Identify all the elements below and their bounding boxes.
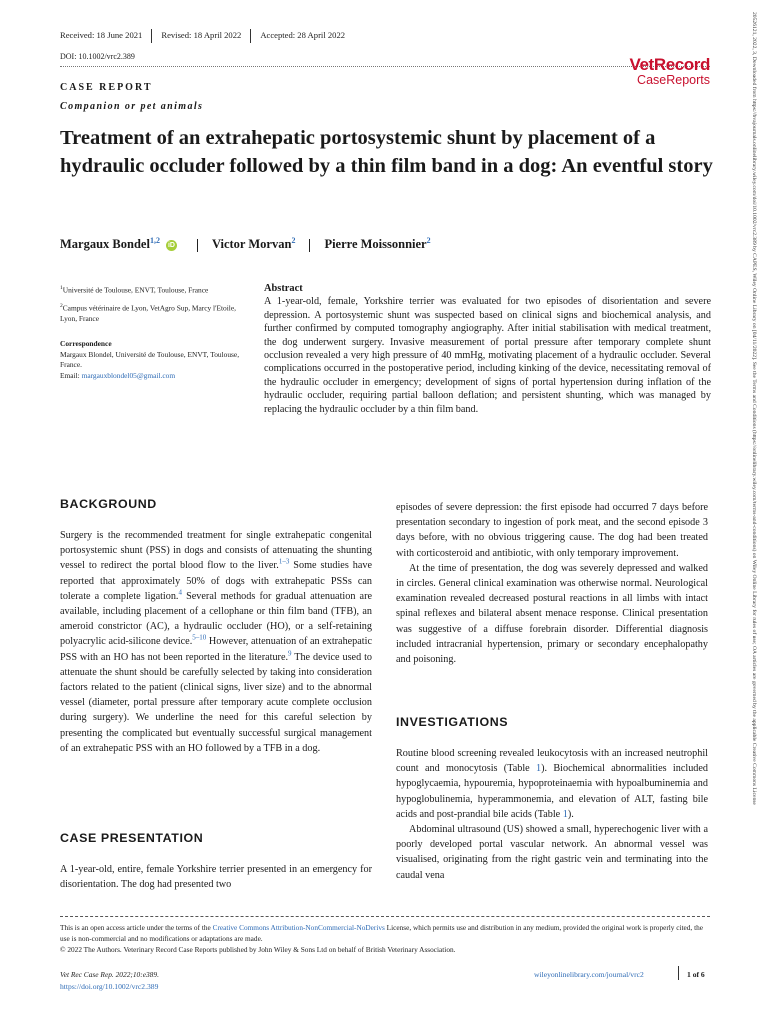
accepted-date: Accepted: 28 April 2022 bbox=[260, 29, 346, 40]
journal-url-link[interactable]: wileyonlinelibrary.com/journal/vrc2 bbox=[534, 970, 644, 979]
body-text: However, attenuation of an extrahepatic PSS with an HO has not been reported in the literature. bbox=[60, 636, 372, 663]
body-text: Several methods for gradual attenuation are available, including placement of a cellophane or thin film band (TFB), an ameroid constrictor (AC), a hydraulic occluder (HO), or a self-retaining polyacrylic acid-silicone device. bbox=[60, 590, 372, 648]
investigations-paragraph bbox=[396, 746, 708, 822]
affil-text: Campus vétérinaire de Lyon, VetAgro Sup, Marcy l'Etoile, Lyon, France bbox=[60, 303, 236, 323]
case-presentation-continued bbox=[396, 500, 708, 667]
affil-text: Université de Toulouse, ENVT, Toulouse, France bbox=[62, 285, 209, 295]
investigations-paragraph: Abdominal ultrasound (US) showed a small, hyperechogenic liver with a poorly developed portal vascular network. An abnormal vessel was visualised, originating from the right gastric vein and terminating into the caudal vena bbox=[396, 824, 708, 881]
background-column bbox=[60, 528, 372, 756]
correspondence-text: Margaux Blondel, Université de Toulouse, ENVT, Toulouse, France. bbox=[60, 349, 240, 369]
footer-separator bbox=[678, 966, 679, 980]
author-divider bbox=[197, 239, 198, 252]
affiliation-1 bbox=[60, 283, 248, 296]
body-text: The device used to attenuate the shunt should be carefully selected by taking into consideration factors related to the patient (clinical signs, liver size) and to the abnormal vessel (diameter, portal pressure after temporary acute complete occlusion during surgery). We underline the need for this careful selection by presenting the complicated but eventually successful surgical management of an extrahepatic PSS with an HO followed by a TFB in a dog. bbox=[60, 651, 372, 754]
header-divider bbox=[60, 66, 710, 67]
date-divider bbox=[151, 29, 152, 43]
abstract-box bbox=[264, 282, 711, 416]
section-heading-background: BACKGROUND bbox=[60, 497, 157, 511]
background-paragraph bbox=[60, 528, 372, 756]
abstract-text: A 1-year-old, female, Yorkshire terrier was evaluated for two episodes of disorientation and severe depression. A portosystemic shunt was suspected based on clinical signs and biochemical analysis, and further confirmed by computed tomography angiography. After initial stabilisation with medical treatment, the dog underwent surgery. Invasive measurement of portal pressure after temporary complete shunt occlusion revealed a very high pressure of 40 mmHg, motivating placement of a hydraulic occluder. Several complications occurred in the postoperative period, including kinking of the device, necessitating removal of the hydraulic occluder in emergency; development of signs of portal hypertension during inflation of the hydraulic occluder, requiring partial balloon deflation; and persistent shunting, which was managed by replacing the hydraulic occluder by a thin film band. bbox=[264, 296, 711, 415]
affil-sup: 1 bbox=[60, 285, 63, 291]
correspondence-email-line bbox=[60, 371, 248, 382]
author-affil-sup[interactable]: 2 bbox=[291, 236, 296, 245]
revised-date: Revised: 18 April 2022 bbox=[161, 29, 242, 40]
logo-vetrecord: VetRecord bbox=[629, 55, 710, 74]
journal-logo[interactable] bbox=[630, 56, 711, 87]
case-paragraph: A 1-year-old, entire, female Yorkshire terrier presented in an emergency for disorientation. The dog had presented two bbox=[60, 864, 372, 891]
orcid-icon[interactable]: iD bbox=[167, 241, 175, 249]
journal-citation: Vet Rec Case Rep. 2022;10:e389. bbox=[60, 970, 159, 979]
license-note bbox=[60, 922, 710, 955]
author-list bbox=[60, 236, 431, 252]
author-affil-sup[interactable]: 1,2 bbox=[149, 236, 160, 245]
body-text: ). Biochemical abnormalities included hypoglycaemia, hypouremia, hypoproteinaemia with hypoalbuminemia and hypoglobulinemia, hyperammonemia, and elevation of ALT, fasting bile acids and post-prandial bile acids (Table bbox=[396, 763, 709, 820]
citation-link[interactable]: 1–3 bbox=[278, 558, 290, 567]
citation-link[interactable]: 5–10 bbox=[192, 634, 207, 643]
copyright-text: © 2022 The Authors. Veterinary Record Case Reports published by John Wiley & Sons Ltd on behalf of British Veterinary Association. bbox=[60, 945, 456, 954]
doi-label: DOI: 10.1002/vrc2.389 bbox=[60, 52, 135, 61]
license-link[interactable]: Creative Commons Attribution-NonCommercial-NoDerivs bbox=[212, 923, 385, 932]
author-affil-sup[interactable]: 2 bbox=[426, 236, 431, 245]
date-divider bbox=[250, 29, 251, 43]
table-link[interactable]: 1 bbox=[536, 763, 542, 775]
abstract-heading: Abstract bbox=[264, 283, 303, 294]
author-name[interactable]: Margaux Bondel bbox=[60, 237, 150, 252]
author-divider bbox=[309, 239, 310, 252]
table-link[interactable]: 1 bbox=[562, 808, 568, 820]
author-name[interactable]: Pierre Moissonnier bbox=[324, 237, 427, 252]
logo-casereports: CaseReports bbox=[637, 73, 710, 87]
author-name[interactable]: Victor Morvan bbox=[211, 237, 292, 252]
download-sidebar bbox=[743, 12, 757, 1012]
affil-sup: 2 bbox=[60, 303, 63, 309]
case-paragraph: episodes of severe depression: the first episode had occurred 7 days before presentation secondary to ingestion of pork meat, and the second episode 3 days before, with no obvious triggering cause. The dog had been treated with corticosteroid and antibiotic, with only temporary improvement. bbox=[396, 502, 708, 559]
case-presentation-column bbox=[60, 862, 372, 892]
body-text: Surgery is the recommended treatment for single extrahepatic congenital portosystemic shunt (PSS) in dogs and consists of attenuating the shunting vessel to redirect the portal blood flow to the liver. bbox=[60, 530, 372, 572]
citation-link[interactable]: 4 bbox=[178, 588, 182, 597]
download-note: 20526121, 2022, 3, Downloaded from https://bvajournals.onlinelibrary.wiley.com/doi/10.1002/vrc2.389 by CAPES, Wiley Online Library on [04/11/2022]. See the Terms and Conditions (https://onlinelibrary.wiley.com/terms-and-conditions) on Wiley Online Library for rules of use; OA articles are governed by the applicable Creative Commons License bbox=[751, 12, 757, 805]
citation-link[interactable]: 9 bbox=[288, 649, 292, 658]
email-label: Email: bbox=[60, 370, 80, 380]
article-dates bbox=[60, 29, 345, 43]
case-paragraph: At the time of presentation, the dog was severely depressed and walked in circles. General clinical examination was otherwise normal. Neurological examination revealed decreased postural reactions in all limbs with intact spinal reflexes and bilateral absent menace response. Clinical presentation was suggestive of a diffuse forebrain disorder. Differential diagnosis included intracranial hypertension, primary or secondary encephalopathy and poisoning. bbox=[396, 562, 708, 666]
affiliation-2 bbox=[60, 301, 248, 324]
license-text bbox=[60, 922, 710, 944]
email-link[interactable]: margauxblondel05@gmail.com bbox=[81, 370, 176, 380]
doi-link[interactable]: https://doi.org/10.1002/vrc2.389 bbox=[60, 982, 159, 991]
article-subject: Companion or pet animals bbox=[60, 101, 204, 112]
license-text-b: License, which permits use and distribution in any medium, provided the original work is properly cited, the use is non-commercial and no modifications or adaptations are made. bbox=[60, 923, 703, 943]
article-type: CASE REPORT bbox=[60, 82, 153, 93]
received-date: Received: 18 June 2021 bbox=[60, 29, 143, 40]
license-text-a: This is an open access article under the terms of the bbox=[60, 923, 213, 932]
body-text: ). bbox=[567, 808, 574, 820]
page-number: 1 of 6 bbox=[687, 970, 705, 979]
correspondence bbox=[60, 339, 248, 381]
article-title: Treatment of an extrahepatic portosystemic shunt by placement of a hydraulic occluder followed by a thin film band in a dog: An eventful story bbox=[60, 127, 713, 177]
body-text: Routine blood screening revealed leukocytosis with an increased neutrophil count and monocytosis (Table bbox=[396, 748, 708, 775]
section-heading-case-presentation: CASE PRESENTATION bbox=[60, 831, 204, 845]
section-heading-investigations: INVESTIGATIONS bbox=[396, 715, 509, 729]
investigations-column bbox=[396, 746, 708, 883]
footer-divider bbox=[60, 916, 710, 917]
body-text: Some studies have reported that approximately 50% of dogs with extrahepatic PSSs can tolerate a complete ligation. bbox=[60, 560, 372, 602]
correspondence-heading: Correspondence bbox=[60, 339, 112, 348]
